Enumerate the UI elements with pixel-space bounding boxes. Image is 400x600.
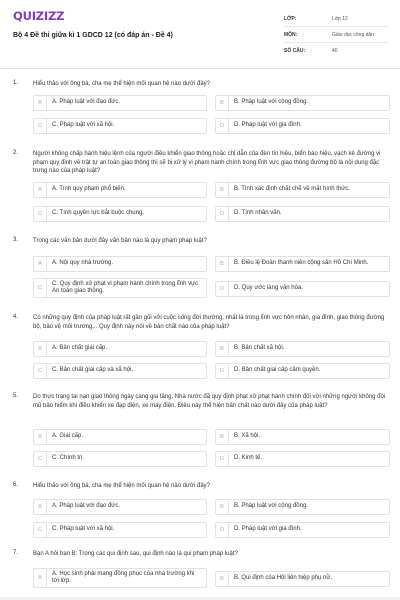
question-text: Hiểu thảo với ông bà, cha mẹ thể hiện mối quan hệ nào dưới đây? — [33, 81, 210, 87]
option-letter: B — [216, 96, 229, 110]
question-text: Người không chấp hành hiệu lệnh của người điều khiển giao thông hoặc chỉ dẫn của đèn tín hiệu, biển báo hiệu, vạch kẻ đường vi phạm quy định về trật tự an toàn giao thông thì sẽ bị xử lý vi phạm hành chính trong lĩnh vực giao thông đường bộ là nội dung đặc trưng nào của pháp luật? — [33, 151, 381, 174]
meta-label: SỐ CÂU: — [284, 48, 306, 54]
option-text: B. Điều lệ Đoàn thanh niên cộng sản Hồ Chí Minh. — [234, 260, 369, 267]
meta-row-count — [284, 43, 388, 59]
option-text: A. Học sinh phải mang đồng phục của nhà trường khi tới lớp. — [52, 570, 195, 584]
option-b[interactable] — [215, 182, 390, 198]
quizizz-logo[interactable]: QUIZIZZ — [13, 9, 65, 23]
option-letter: B — [216, 500, 229, 514]
option-text: B. Pháp luật với cộng đồng. — [234, 99, 308, 106]
page-title: Bộ 4 Đề thi giữa kì 1 GDCD 12 (có đáp án - Đề 4) — [13, 32, 173, 39]
option-a[interactable] — [33, 429, 207, 445]
option-d[interactable] — [215, 118, 390, 134]
question-number: 3. — [13, 237, 19, 243]
option-c[interactable] — [33, 363, 207, 379]
option-text: D. Quy ước làng văn hóa. — [234, 285, 303, 292]
option-d[interactable] — [215, 522, 390, 538]
meta-row-class — [284, 11, 388, 27]
option-letter: C — [34, 207, 47, 221]
document-header — [0, 0, 400, 68]
option-c[interactable] — [33, 278, 207, 298]
option-text: C. Quy định xử phạt vi phạm hành chính trong lĩnh vực An toàn giao thông. — [52, 280, 199, 294]
meta-row-subject — [284, 27, 388, 43]
option-c[interactable] — [33, 206, 207, 222]
option-text: D. Bản chất giai cấp cầm quyền. — [234, 367, 321, 374]
meta-table — [284, 11, 388, 59]
option-text: C. Pháp luật với xã hội. — [52, 526, 115, 533]
option-text: A. Nội quy nhà trường. — [52, 260, 113, 267]
option-text: D. Pháp luật với gia đình. — [234, 526, 302, 533]
question-number: 5. — [13, 393, 19, 399]
option-letter: D — [216, 282, 229, 296]
option-text: C. Tính quyền lực bắt buộc chung. — [52, 210, 144, 217]
option-text: B. Bản chất xã hội. — [234, 345, 285, 352]
option-letter: B — [216, 572, 229, 586]
option-text: C. Pháp luật với xã hội. — [52, 122, 115, 129]
option-letter: D — [216, 119, 229, 133]
option-letter: A — [34, 430, 47, 444]
option-d[interactable] — [215, 281, 390, 297]
question-number: 4. — [13, 314, 19, 320]
option-text: A. Bản chất giai cấp. — [52, 345, 108, 352]
option-b[interactable] — [215, 341, 390, 357]
option-letter: A — [34, 183, 47, 197]
option-text: A. Tính quy phạm phổ biến. — [52, 186, 126, 193]
option-letter: B — [216, 183, 229, 197]
question-text: Hiểu thảo với ông bà, cha mẹ thể hiện mối quan hệ nào dưới đây? — [33, 483, 210, 489]
option-text: C. Chính trị. — [52, 455, 85, 462]
option-letter: D — [216, 452, 229, 466]
option-c[interactable] — [33, 522, 207, 538]
option-text: A. Giai cấp. — [52, 433, 84, 440]
option-b[interactable] — [215, 95, 390, 111]
option-d[interactable] — [215, 206, 390, 222]
meta-value: Giáo dục công dân — [332, 32, 374, 38]
option-text: D. Kinh tế. — [234, 455, 263, 462]
option-a[interactable] — [33, 341, 207, 357]
option-b[interactable] — [215, 571, 390, 587]
option-letter: C — [34, 452, 47, 466]
meta-value: 40 — [332, 48, 338, 54]
option-c[interactable] — [33, 118, 207, 134]
question-number: 1. — [13, 80, 19, 86]
option-b[interactable] — [215, 429, 390, 445]
option-a[interactable] — [33, 182, 207, 198]
option-text: A. Pháp luật với đạo đức. — [52, 503, 120, 510]
question-number: 6. — [13, 482, 19, 488]
option-text: D. Tính nhân văn. — [234, 210, 282, 217]
option-text: A. Pháp luật với đạo đức. — [52, 99, 120, 106]
option-d[interactable] — [215, 363, 390, 379]
question-text: Trong các văn bản dưới đây văn bản nào là quy phạm pháp luật? — [33, 238, 207, 244]
option-letter: A — [34, 500, 47, 514]
option-a[interactable] — [33, 568, 207, 588]
option-a[interactable] — [33, 256, 207, 272]
header-divider — [0, 68, 400, 69]
option-letter: B — [216, 430, 229, 444]
option-letter: B — [216, 257, 229, 271]
option-text: B. Tính xác định chặt chẽ về mặt hình thức. — [234, 186, 350, 193]
option-letter: D — [216, 364, 229, 378]
option-letter: A — [34, 342, 47, 356]
option-text: C. Bản chất giai cấp và xã hội. — [52, 367, 134, 374]
option-text: D. Pháp luật với gia đình. — [234, 122, 302, 129]
question-number: 7. — [13, 550, 19, 556]
option-letter: A — [34, 257, 47, 271]
option-letter: D — [216, 207, 229, 221]
option-a[interactable] — [33, 95, 207, 111]
option-b[interactable] — [215, 256, 390, 272]
option-text: B. Pháp luật với cộng đồng. — [234, 503, 308, 510]
option-letter: B — [216, 342, 229, 356]
meta-label: MÔN: — [284, 32, 298, 38]
meta-value: Lớp 12 — [332, 16, 348, 22]
option-b[interactable] — [215, 499, 390, 515]
option-c[interactable] — [33, 451, 207, 467]
option-letter: A — [34, 569, 47, 587]
option-letter: C — [34, 364, 47, 378]
question-text: Có những quy định của pháp luật rất gần gũi với cuộc sống đời thường, nhất là trong lĩnh vực hôn nhân, gia đình, giao thông đường bộ, bảo vệ môi trường... Quy định này nói về bản chất nào của pháp luật? — [33, 315, 385, 330]
option-letter: C — [34, 279, 47, 297]
option-text: B. Xã hội. — [234, 433, 261, 440]
question-text: Do thực trạng tai nạn giao thông ngày càng gia tăng, Nhà nước đã quy định phạt xử phạt hành chính đối với những người không đội mũ bảo hiểm khi điều khiển xe đạp điện, xe máy điện. Điều này thể hiện bản chất nào dưới đây của pháp luật? — [33, 394, 386, 409]
question-text: Bạn A hỏi bạn B: Trong các qui định sau, qui định nào là qui phạm pháp luật? — [33, 551, 238, 557]
meta-label: LỚP: — [284, 16, 297, 22]
option-letter: A — [34, 96, 47, 110]
option-letter: C — [34, 523, 47, 537]
option-a[interactable] — [33, 499, 207, 515]
question-number: 2. — [13, 150, 19, 156]
option-letter: D — [216, 523, 229, 537]
option-letter: C — [34, 119, 47, 133]
option-d[interactable] — [215, 451, 390, 467]
option-text: B. Qui định của Hội liên hiệp phụ nữ. — [234, 575, 333, 582]
